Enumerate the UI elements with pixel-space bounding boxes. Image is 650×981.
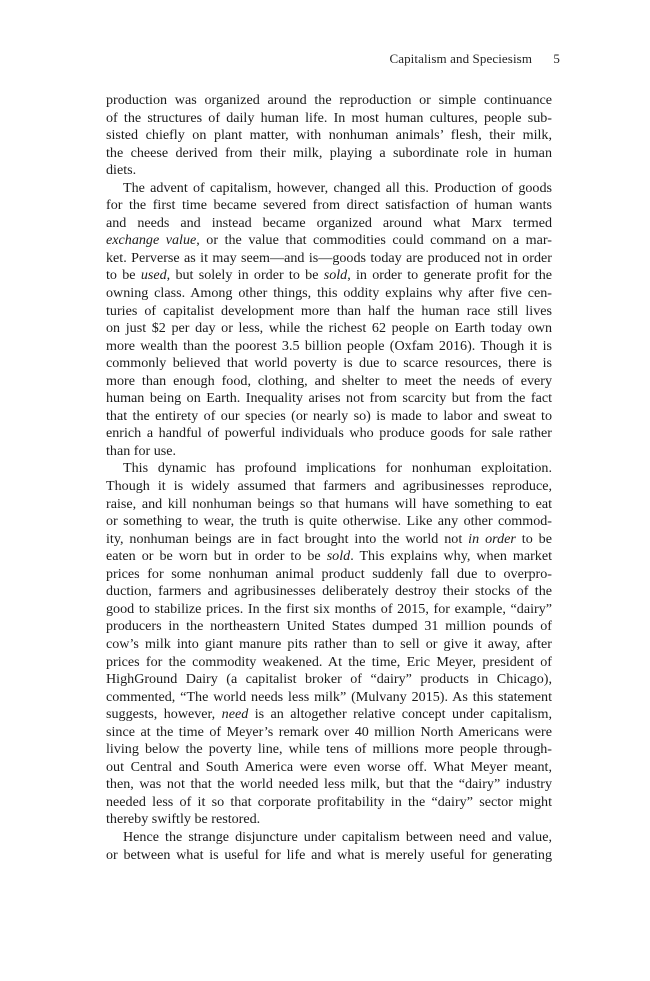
page-number: 5: [553, 51, 560, 66]
text-line: HighGround Dairy (a capitalist broker of “dairy” products in Chicago),: [106, 671, 552, 688]
text-line: prices for the commodity weakened. At the time, Eric Meyer, president of: [106, 653, 552, 670]
text-line: commented, “The world needs less milk” (Mulvany 2015). As this statement: [106, 688, 552, 705]
text-line: ity, nonhuman beings are in fact brought into the world not in order to be: [106, 530, 552, 547]
text-line: or something to wear, the truth is quite otherwise. Like any other commod-: [106, 513, 552, 530]
text-line: good to stabilize prices. In the first six months of 2015, for example, “dairy”: [106, 600, 552, 617]
running-head: [389, 51, 560, 67]
text-line: to be used, but solely in order to be sold, in order to generate profit for the: [106, 267, 552, 284]
text-line: duction, farmers and agribusinesses deliberately destroy their stocks of the: [106, 583, 552, 600]
text-line: out Central and South America were even worse off. What Meyer meant,: [106, 758, 552, 775]
text-line: of the structures of daily human life. In most human cultures, people sub-: [106, 109, 552, 126]
text-line: needed less of it so that corporate profitability in the “dairy” sector might: [106, 793, 552, 810]
text-line: on just $2 per day or less, while the richest 62 people on Earth today own: [106, 320, 552, 337]
text-line: raise, and kill nonhuman beings so that humans will have something to eat: [106, 495, 552, 512]
text-line: owning class. Among other things, this oddity explains why after five cen-: [106, 285, 552, 302]
text-line: prices for some nonhuman animal product suddenly fall due to overpro-: [106, 565, 552, 582]
text-line: Hence the strange disjuncture under capitalism between need and value,: [123, 828, 552, 845]
body-text: [106, 92, 552, 864]
text-line: thereby swiftly be restored.: [106, 811, 261, 828]
text-line: since at the time of Meyer’s remark over 40 million North Americans were: [106, 723, 552, 740]
text-line: more than enough food, clothing, and shelter to meet the needs of every: [106, 372, 552, 389]
text-line: Though it is widely assumed that farmers and agribusinesses reproduce,: [106, 478, 552, 495]
text-line: eaten or be worn but in order to be sold. This explains why, when market: [106, 548, 552, 565]
text-line: for the first time became severed from direct satisfaction of human wants: [106, 197, 552, 214]
paragraph: [106, 92, 552, 180]
text-line: commonly believed that world poverty is due to scarce resources, there is: [106, 355, 552, 372]
text-line: the cheese derived from their milk, playing a subordinate role in human: [106, 144, 552, 161]
text-line: The advent of capitalism, however, changed all this. Production of goods: [123, 179, 552, 196]
text-line: exchange value, or the value that commodities could command on a mar-: [106, 232, 552, 249]
text-line: production was organized around the reproduction or simple continuance: [106, 92, 552, 108]
running-head-title: Capitalism and Speciesism: [389, 51, 533, 66]
text-line: cow’s milk into giant manure pits rather than to sell or give it away, after: [106, 635, 552, 652]
text-line: than for use.: [106, 442, 177, 459]
text-line: turies of capitalist development more than half the human race still lives: [106, 302, 552, 319]
text-line: This dynamic has profound implications for nonhuman exploitation.: [123, 460, 552, 477]
text-line: sisted chiefly on plant matter, with nonhuman animals’ flesh, their milk,: [106, 127, 552, 144]
text-line: that the entirety of our species (or nearly so) is made to labor and sweat to: [106, 407, 552, 424]
text-line: diets.: [106, 162, 137, 179]
paragraph: [106, 829, 552, 864]
text-line: producers in the northeastern United States dumped 31 million pounds of: [106, 618, 552, 635]
text-line: enrich a handful of powerful individuals who produce goods for sale rather: [106, 425, 552, 442]
paragraph: [106, 460, 552, 828]
text-line: or between what is useful for life and what is merely useful for generating: [106, 846, 552, 863]
text-line: ket. Perverse as it may seem—and is—goods today are produced not in order: [106, 249, 552, 266]
text-line: suggests, however, need is an altogether relative concept under capitalism,: [106, 706, 552, 723]
text-line: then, was not that the world needed less milk, but that the “dairy” industry: [106, 776, 552, 793]
text-line: and needs and instead became organized around what Marx termed: [106, 214, 552, 231]
paragraph: [106, 180, 552, 461]
text-line: living below the poverty line, while tens of millions more people through-: [106, 741, 552, 758]
text-line: human being on Earth. Inequality arises not from scarcity but from the fact: [106, 390, 552, 407]
text-line: more wealth than the poorest 3.5 billion people (Oxfam 2016). Though it is: [106, 337, 552, 354]
